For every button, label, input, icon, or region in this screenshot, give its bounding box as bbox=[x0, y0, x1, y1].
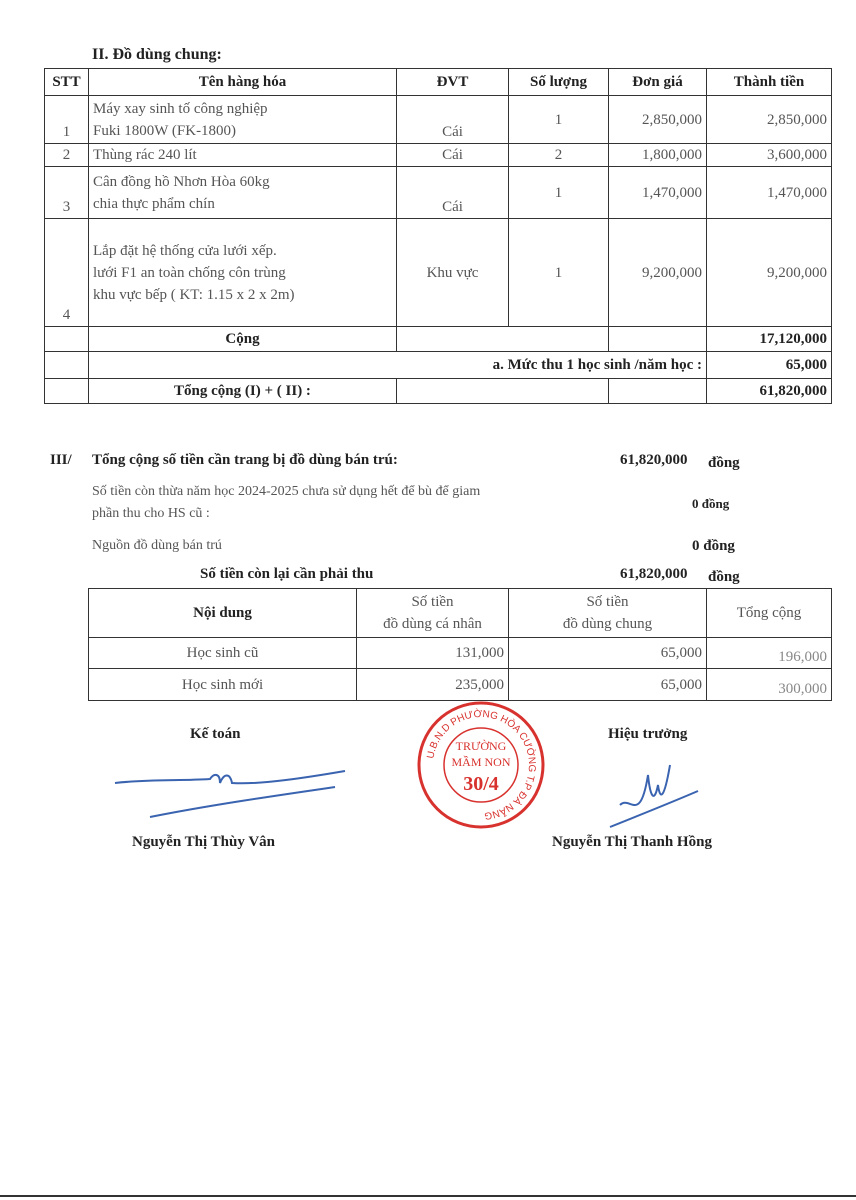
header-cell: Thành tiền bbox=[707, 69, 832, 96]
surplus-line2: phần thu cho HS cũ : bbox=[92, 506, 210, 521]
item-name bbox=[89, 167, 397, 219]
name-line: khu vực bếp ( KT: 1.15 x 2 x 2m) bbox=[93, 286, 295, 303]
item-name bbox=[89, 219, 397, 327]
name-line: lưới F1 an toàn chống côn trùng bbox=[93, 264, 286, 281]
grand-value: 61,820,000 bbox=[707, 379, 832, 404]
table-header bbox=[45, 69, 832, 96]
qty: 2 bbox=[509, 144, 609, 167]
stt: 2 bbox=[45, 144, 89, 167]
rate-row bbox=[45, 352, 832, 379]
cell: 65,000 bbox=[509, 669, 707, 701]
qty: 1 bbox=[509, 167, 609, 219]
qty: 1 bbox=[509, 219, 609, 327]
sum-row bbox=[45, 327, 832, 352]
row-label: Học sinh mới bbox=[89, 669, 357, 701]
sum-label: Cộng bbox=[89, 327, 397, 352]
name-line: Máy xay sinh tố công nghiệp bbox=[93, 100, 268, 117]
total: 3,600,000 bbox=[707, 144, 832, 167]
price: 1,800,000 bbox=[609, 144, 707, 167]
surplus-value: 0 đồng bbox=[692, 496, 730, 511]
section3-title: Tổng cộng số tiền cần trang bị đồ dùng bán trú: bbox=[92, 452, 398, 468]
source-label: Nguồn đồ dùng bán trú bbox=[92, 538, 222, 553]
remain-label: Số tiền còn lại cần phải thu bbox=[200, 566, 374, 582]
grand-total-row bbox=[45, 379, 832, 404]
rate-label: a. Mức thu 1 học sinh /năm học : bbox=[89, 352, 707, 379]
table-row bbox=[45, 96, 832, 144]
name-line: chia thực phẩm chín bbox=[93, 195, 215, 212]
header-cell bbox=[509, 589, 707, 638]
remain-value: 61,820,000 bbox=[620, 566, 688, 582]
stamp-line: TRƯỜNG bbox=[455, 739, 507, 753]
price: 2,850,000 bbox=[609, 96, 707, 144]
price: 9,200,000 bbox=[609, 219, 707, 327]
header-cell bbox=[357, 589, 509, 638]
cell: 300,000 bbox=[707, 669, 832, 701]
unit: Cái bbox=[397, 167, 509, 219]
accountant-name: Nguyễn Thị Thùy Vân bbox=[132, 834, 275, 850]
accountant-signature bbox=[110, 765, 360, 825]
principal-signature bbox=[570, 755, 710, 830]
grand-label: Tổng cộng (I) + ( II) : bbox=[89, 379, 397, 404]
item-name bbox=[89, 96, 397, 144]
stamp-line: MẦM NON bbox=[451, 755, 511, 769]
header-cell: Số lượng bbox=[509, 69, 609, 96]
fee-table bbox=[88, 588, 832, 701]
principal-name: Nguyễn Thị Thanh Hồng bbox=[552, 834, 712, 850]
price: 1,470,000 bbox=[609, 167, 707, 219]
table-row bbox=[89, 669, 832, 701]
header-cell: Nội dung bbox=[89, 589, 357, 638]
table-row bbox=[45, 167, 832, 219]
accountant-title: Kế toán bbox=[190, 726, 241, 742]
principal-title: Hiệu trưởng bbox=[608, 726, 688, 742]
stt: 1 bbox=[45, 96, 89, 144]
row-label: Học sinh cũ bbox=[89, 638, 357, 669]
header-line: đồ dùng chung bbox=[562, 616, 653, 632]
sum-value: 17,120,000 bbox=[707, 327, 832, 352]
page-edge-line bbox=[0, 1195, 856, 1197]
cell: 196,000 bbox=[707, 638, 832, 669]
name-line: Cân đồng hồ Nhơn Hòa 60kg bbox=[93, 173, 270, 190]
cell: 235,000 bbox=[357, 669, 509, 701]
section3-number: III/ bbox=[50, 452, 72, 468]
name-line: Thùng rác 240 lít bbox=[93, 147, 197, 163]
header-cell: Đơn giá bbox=[609, 69, 707, 96]
table-header bbox=[89, 589, 832, 638]
stamp-ring-text: U.B.N.D PHƯỜNG HÒA CƯỜNG T.P ĐÀ NẴNG bbox=[425, 708, 538, 821]
table-row bbox=[45, 219, 832, 327]
header-line: đồ dùng cá nhân bbox=[383, 616, 482, 632]
stt: 3 bbox=[45, 167, 89, 219]
section-title: II. Đồ dùng chung: bbox=[92, 46, 222, 63]
item-name bbox=[89, 144, 397, 167]
header-cell: STT bbox=[45, 69, 89, 96]
total: 9,200,000 bbox=[707, 219, 832, 327]
cell: 65,000 bbox=[509, 638, 707, 669]
header-line: Số tiền bbox=[411, 594, 454, 610]
unit: Khu vực bbox=[397, 219, 509, 327]
header-cell: ĐVT bbox=[397, 69, 509, 96]
name-line: Lắp đặt hệ thống cửa lưới xếp. bbox=[93, 242, 277, 259]
school-stamp bbox=[416, 700, 546, 830]
unit: Cái bbox=[397, 96, 509, 144]
items-table bbox=[44, 68, 832, 404]
total: 1,470,000 bbox=[707, 167, 832, 219]
table-row bbox=[45, 144, 832, 167]
stt: 4 bbox=[45, 219, 89, 327]
rate-value: 65,000 bbox=[707, 352, 832, 379]
source-value: 0 đồng bbox=[692, 538, 735, 554]
unit-label: đồng bbox=[708, 455, 740, 471]
table-row bbox=[89, 638, 832, 669]
header-line: Số tiền bbox=[586, 594, 629, 610]
header-cell: Tổng cộng bbox=[707, 589, 832, 638]
header-cell: Tên hàng hóa bbox=[89, 69, 397, 96]
unit: Cái bbox=[397, 144, 509, 167]
total: 2,850,000 bbox=[707, 96, 832, 144]
name-line: Fuki 1800W (FK-1800) bbox=[93, 122, 237, 139]
section3-title-value: 61,820,000 bbox=[620, 452, 688, 468]
cell: 131,000 bbox=[357, 638, 509, 669]
stamp-line: 30/4 bbox=[463, 773, 499, 795]
qty: 1 bbox=[509, 96, 609, 144]
unit-label: đồng bbox=[708, 569, 740, 585]
surplus-line1: Số tiền còn thừa năm học 2024-2025 chưa sử dụng hết để bù để giam bbox=[92, 484, 481, 499]
